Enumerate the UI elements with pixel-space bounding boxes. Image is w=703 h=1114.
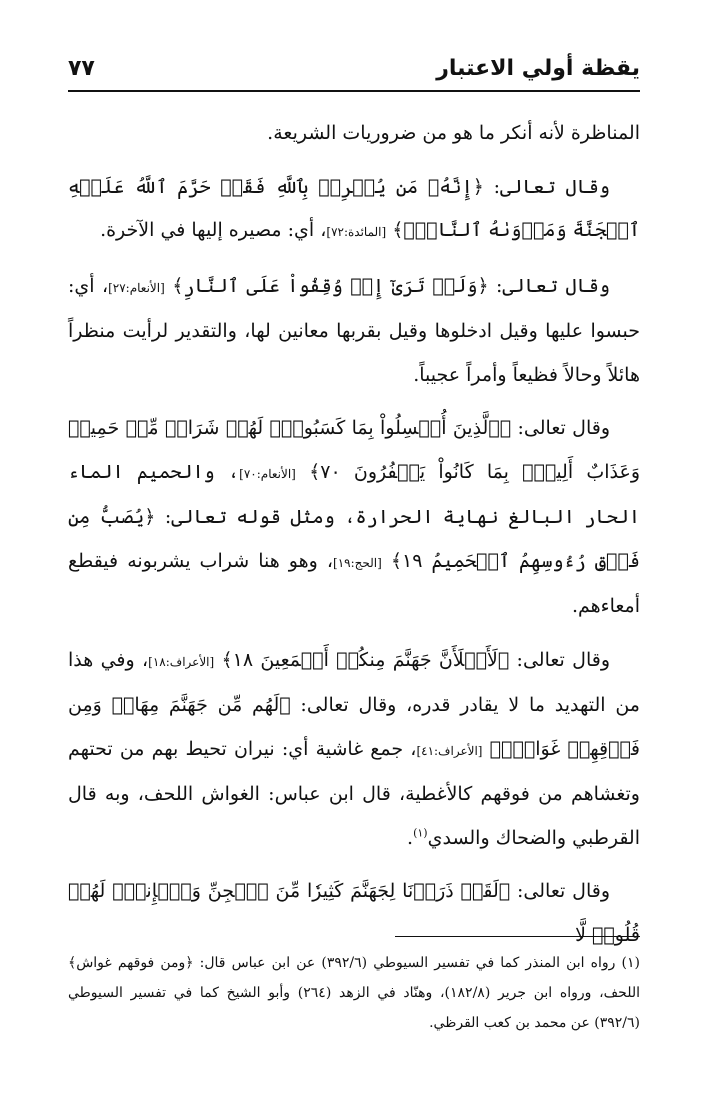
footnote-1: (١) رواه ابن المنذر كما في تفسير السيوطي (٣٩٢/٦) عن ابن عباس قال: ﴿ومن فوقهم غواش﴾ اللحف، ورواه ابن جرير (١٨٢/٨)، وهنّاد في الزهد (٢٦٤) وأبو الشيخ كما في تفسير السيوطي (٣٩٢/٦) عن محمد بن كعب القرظي. [68,955,641,1031]
main-text [68,112,640,967]
verse-intro: وقال تعالى: [483,175,610,198]
paragraph-text: ، والحميم الماء الحار البالغ نهاية الحرارة، ومثل قوله تعالى: [68,460,640,528]
quran-verse: ﴿لَقَدۡ ذَرَأۡنَا لِجَهَنَّمَ كَثِيرٗا مِّنَ ٱلۡجِنِّ وَٱلۡإِنسِۖ لَهُمۡ قُلُوبٞ لَّا [68,880,640,946]
paragraph-3 [68,265,640,398]
page-number: ٧٧ [68,56,95,81]
paragraph-2 [68,166,640,255]
verse-intro: وقال تعالى: [510,880,611,902]
quran-verse: ﴿لَأَمۡلَأَنَّ جَهَنَّمَ مِنكُمۡ أَجۡمَعِينَ ١٨﴾ [221,648,510,671]
verse-reference: [الأعراف:١٨] [148,654,215,669]
paragraph-1 [68,112,640,156]
verse-reference: [الأنعام:٧٠] [239,466,296,481]
paragraph-text: المناظرة لأنه أنكر ما هو من ضروريات الشريعة. [267,122,640,144]
page-header [68,52,640,92]
paragraph-5 [68,639,640,861]
paragraph-text: ، أي: مصيره إليها في الآخرة. [100,219,327,241]
paragraph-6 [68,870,640,957]
quran-verse: ﴿يُصَبُّ مِن فَوۡقِ رُءُوسِهِمُ ٱلۡحَمِيمُ ١٩﴾ [68,506,640,572]
paragraph-text: ، وهو هنا شراب يشربونه فيقطع أمعاءهم. [68,549,640,617]
paragraph-4 [68,407,640,629]
quran-verse: ﴿ٱلَّذِينَ أُبۡسِلُواْ بِمَا كَسَبُواْۖ لَهُمۡ شَرَابٞ مِّنۡ حَمِيمٖ وَعَذَابٌ أَلِيمُۢ بِمَا كَانُواْ يَكۡفُرُونَ ٧٠﴾ [68,417,640,483]
paragraph-text: ، أي: حبسوا عليها وقيل ادخلوها وقيل بقربها معانين لها، والتقدير لرأيت منظراً هائلاً وحالاً فظيعاً وأمراً عجيباً. [68,274,640,386]
verse-reference: [الحج:١٩] [333,555,382,570]
paragraph-text: . [407,826,414,849]
footnotes [68,948,640,1038]
verse-reference: [الأعراف:٤١] [416,743,483,758]
quran-verse: ﴿لَهُم مِّن جَهَنَّمَ مِهَادٞ وَمِن فَوۡقِهِمۡ غَوَاشٖۚ﴾ [68,694,640,760]
running-title: يقظة أولي الاعتبار [436,56,640,81]
paragraph-text: ، جمع غاشية أي: نيران تحيط بهم من تحتهم وتغشاهم من فوقهم كالأغطية، قال ابن عباس: الغواش اللحف، وبه قال القرطبي والضحاك والسدي [68,737,640,849]
verse-intro: وقال تعالى: [488,274,610,297]
paragraph-text: ، وفي هذا من التهديد ما لا يقادر قدره، وقال تعالى: [68,648,640,716]
footnote-marker[interactable]: (١) [413,826,428,840]
verse-reference: [الأنعام:٢٧] [108,280,165,295]
verse-intro: وقال تعالى: [511,417,610,439]
footnote-divider [395,936,640,937]
verse-intro: وقال تعالى: [509,648,611,671]
header-rule [68,90,640,92]
quran-verse: ﴿وَلَوۡ تَرَىٰٓ إِذۡ وُقِفُواْ عَلَى ٱلنَّارِ﴾ [172,274,489,297]
quran-verse: ﴿إِنَّهُۥ مَن يُشۡرِكۡ بِٱللَّهِ فَقَدۡ حَرَّمَ ٱللَّهُ عَلَيۡهِ ٱلۡجَنَّةَ وَمَأۡوَىٰهُ ٱلنَّارُۖ﴾ [68,175,640,241]
verse-reference: [المائدة:٧٢] [326,225,387,239]
